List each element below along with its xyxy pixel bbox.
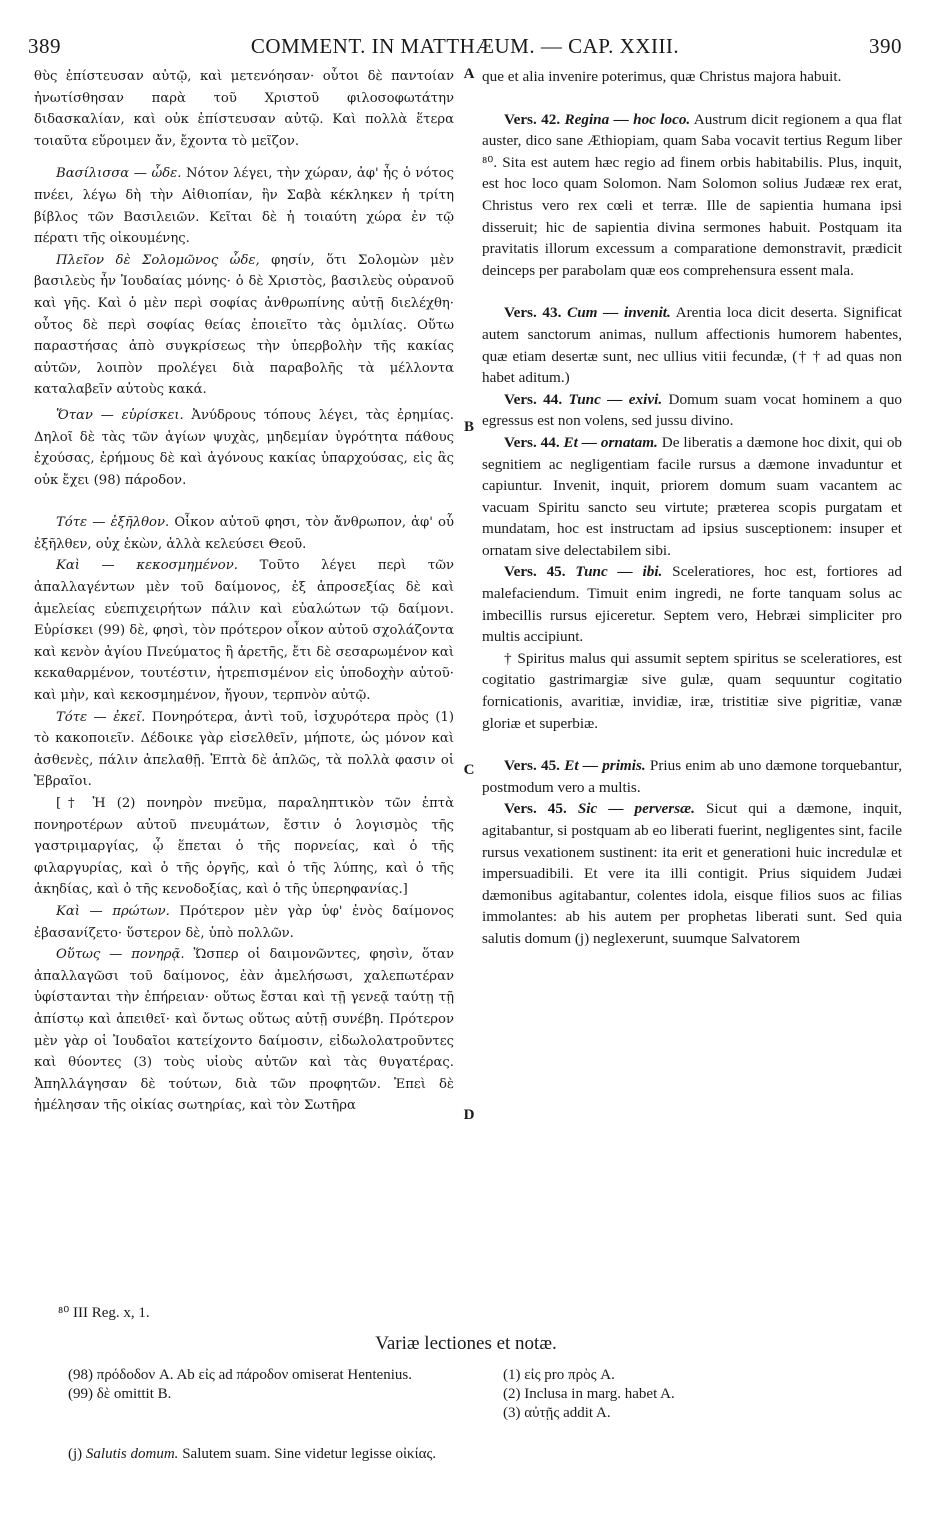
notes-left-column xyxy=(68,1366,458,1404)
margin-marker-d: D xyxy=(463,1107,475,1123)
latin-paragraph: Vers. 45. Et — primis. Prius enim ab uno dæmone torquebantur, postmodum vero a multis. xyxy=(482,757,903,796)
editorial-note xyxy=(68,1446,908,1463)
margin-marker-a: A xyxy=(463,66,475,82)
notes-right-column xyxy=(503,1366,903,1423)
greek-paragraph: Καὶ — κεκοσμημένον. Τοῦτο λέγει περὶ τῶν ἀπαλλαγέντων μὲν τοῦ δαίμονος, ἐξ ἀπροσεξίας δὲ καὶ ἀμελείας εὐεπιχειρήτων πάλιν καὶ εὐαλώτων τῷ δαίμονι. Εὑρίσκει (99) δὲ, φησὶ, τὸν πρότερον οἶκον αὐτοῦ σχολάζοντα καὶ κενὸν ἁγίου Πνεύματος ἢ ἀρετῆς, ἔτι δὲ σεσαρωμένον καὶ κεκαθαρμένον, τουτέστιν, ἡτρεπισμένον εἰς ὑποδοχὴν αὐτοῦ· καὶ μὴν, καὶ κεκοσμημένον, ἤγουν, τερπνὸν αὐτῷ. xyxy=(34,558,454,704)
page-number-right: 390 xyxy=(869,34,902,58)
variant-note: (3) αὐτῇς addit A. xyxy=(503,1405,611,1421)
greek-column xyxy=(34,66,454,1117)
margin-marker-b: B xyxy=(463,419,474,435)
latin-paragraph: que et alia invenire poterimus, quæ Christus majora habuit. xyxy=(482,68,842,85)
editorial-note-label: (j) xyxy=(68,1446,83,1462)
latin-paragraph: † Spiritus malus qui assumit septem spiritus se sceleratiores, est cogitatio gastrimargiæ sive gulæ, quam sequuntur cogitatio fornicationis, avaritiæ, invidiæ, iræ, tristitiæ sive pigritiæ, vanæ gloriæ et superbiæ. xyxy=(482,649,902,732)
footnote: ⁸⁰ III Reg. x, 1. xyxy=(58,1305,150,1321)
greek-paragraph: θὺς ἐπίστευσαν αὐτῷ, καὶ μετενόησαν· οὗτοι δὲ παντοίαν ἠνωτίσθησαν παρὰ τοῦ Χριστοῦ φιλοσοφωτάτην διδασκαλίαν, καὶ οὐκ ἐπίστευσαν αὐτῷ. Καὶ πολλὰ ἕτερα τοιαῦτα εὕροιμεν ἄν, ἔχοντα τὸ μεῖζον. xyxy=(34,69,454,149)
running-title: COMMENT. IN MATTHÆUM. — CAP. XXIII. xyxy=(250,34,680,58)
greek-paragraph: Τότε — ἐξῆλθον. Οἶκον αὐτοῦ φησι, τὸν ἄνθρωπον, ἀφ' οὗ ἐξῆλθεν, οὐχ ἑκὼν, ἀλλὰ κελεύσει Θεοῦ. xyxy=(34,515,454,552)
variant-note: (1) εἰς pro πρὸς A. xyxy=(503,1367,615,1383)
editorial-note-text: Salutem suam. Sine videtur legisse οἰκίας. xyxy=(182,1446,437,1462)
margin-marker-c: C xyxy=(463,762,475,778)
variant-note: (98) πρόδοδον A. Ab εἰς ad πάροδον omiserat Hentenius. xyxy=(68,1367,412,1383)
greek-paragraph: Καὶ — πρώτων. Πρότερον μὲν γὰρ ὑφ' ἑνὸς δαίμονος ἐβασανίζετο· ὕστερον δὲ, ὑπὸ πολλῶν. xyxy=(34,903,454,941)
latin-paragraph: Vers. 45. Tunc — ibi. Sceleratiores, hoc est, fortiores ad malefaciendum. Timuit enim ingredi, ne forte tanquam solus ac imbecillis rursus ejiceretur. Septem vero, Hebræi simpliciter pro multis accipiunt. xyxy=(482,563,903,646)
page-number-left: 389 xyxy=(28,34,61,58)
editorial-note-lemma: Salutis domum. xyxy=(85,1446,179,1462)
greek-paragraph: Ὅταν — εὑρίσκει. Ἀνύδρους τόπους λέγει, τὰς ἐρημίας. Δηλοῖ δὲ τὰς τῶν ἁγίων ψυχὰς, μηδεμίαν ὑγρότητα πάθους ἐχούσας, ἐρήμους δὲ καὶ ἀγόνους κακίας ὑπαρχούσας, εἰς ἃς οὐκ ἔχει (98) πάροδον. xyxy=(34,407,454,488)
latin-paragraph: Vers. 44. Tunc — exivi. Domum suam vocat hominem a quo egressus est non volens, sed jussu divino. xyxy=(482,390,903,430)
latin-paragraph: Vers. 42. Regina — hoc loco. Austrum dicit regionem a qua flat auster, dico sane Æthiopiam, quam Saba vocavit tertius Regum liber ⁸⁰. Sita est autem hæc regio ad finem orbis habitabilis. Plus, inquit, est hoc loco quam Solomon. Nam Solomon solius Judææ rex erat, Christus vero rex cœli et terræ. Ille de sapientia humana ipsi disseruit; hic de sapientia divina sermones habuit. Postquam ita pravitatis illorum excessum a comparatione demonstravit, prædicit deinceps per parabolam quæ eos comprehensura essent mala. xyxy=(482,110,903,279)
greek-paragraph: Τότε — ἐκεῖ. Πονηρότερα, ἀντὶ τοῦ, ἰσχυρότερα πρὸς (1) τὸ κακοποιεῖν. Δέδοικε γὰρ εἰσελθεῖν, μήποτε, ὡς μόνον καὶ ἀσθενὲς, πάλιν ἀπελαθῇ. Ἑπτὰ δὲ ἁπλῶς, τὰ πολλὰ φασιν οἱ Ἑβραῖοι. xyxy=(34,709,454,790)
latin-paragraph: Vers. 44. Et — ornatam. De liberatis a dæmone hoc dixit, qui ob segnitiem ac negligentiam facile rursus a dæmone invaduntur et capiuntur. Invenit, inquit, priorem domum suam vacantem ac vacuam Spiritu sancto seu virtute; præterea scopis purgatam et mundatam, hoc est instructam ad ipsius susceptionem: insuper et ornatam sive delectabilem sibi. xyxy=(482,433,903,559)
running-head xyxy=(28,34,902,64)
greek-paragraph: [† Ἡ (2) πονηρὸν πνεῦμα, παραληπτικὸν τῶν ἑπτὰ πονηροτέρων αὐτοῦ πνευμάτων, ἔστιν ὁ λογισμὸς τῆς γαστριμαργίας, ᾧ ἕπεται ὁ τῆς πορνείας, καὶ ὁ τῆς φιλαργυρίας, καὶ ὁ τῆς ὀργῆς, καὶ ὁ τῆς λύπης, καὶ ὁ τῆς ἀκηδίας, καὶ ὁ τῆς κενοδοξίας, καὶ ὁ τῆς ὑπερηφανίας.] xyxy=(34,796,454,898)
variant-note: (2) Inclusa in marg. habet A. xyxy=(503,1386,675,1402)
variant-note: (99) δὲ omittit B. xyxy=(68,1386,172,1402)
greek-paragraph: Βασίλισσα — ὧδε. Νότον λέγει, τὴν χώραν, ἀφ' ἧς ὁ νότος πνέει, λέγω δὴ τὴν Αἰθιοπίαν, ἣν Σαβὰ κέκληκεν ἡ τρίτη βίβλος τῶν Βασιλειῶν. Κεῖται δὲ ἡ τοιαύτη χώρα ἐν τῷ πέρατι τῆς οἰκουμένης. xyxy=(34,166,454,247)
latin-paragraph: Vers. 43. Cum — invenit. Arentia loca dicit deserta. Significat autem sanctorum animas, nullum affectionis humorem habentes, quæ etiam desertæ sunt, nec ullius vitii fecundæ, († † ad quas non habet aditum.) xyxy=(482,304,902,387)
greek-paragraph: Πλεῖον δὲ Σολομῶνος ὧδε, φησίν, ὅτι Σολομὼν μὲν βασιλεὺς ἦν Ἰουδαίας μόνης· ὁ δὲ Χριστὸς, βασιλεὺς οὐρανοῦ καὶ γῆς. Καὶ ὁ μὲν περὶ σοφίας ἀνθρωπίνης αὐτῇ διελέχθη· οὗτος δὲ περὶ σοφίας θείας ἐποιεῖτο τὰς ὁμιλίας. Οὕτω παραστήσας ἀπὸ συγκρίσεως τὴν ὑπερβολὴν τῆς κακίας αὐτῶν, λοιπὸν προλέγει διὰ παραβολῆς τὰ μέλλοντα καταλαβεῖν αὐτοὺς κακά. xyxy=(34,252,454,398)
greek-paragraph: Οὕτως — πονηρᾷ. Ὥσπερ οἱ δαιμονῶντες, φησὶν, ὅταν ἀπαλλαγῶσι τοῦ δαίμονος, ἐὰν ἀμελήσωσι, χαλεπωτέραν ὑφίστανται τὴν ἐπήρειαν· οὕτως ἔσται καὶ τῇ γενεᾷ ταύτῃ τῇ ἀπίστῳ καὶ ἀπειθεῖ· καὶ ὄντως οὕτως αὐτῇ συνέβη. Πρότερον μὲν γὰρ οἱ Ἰουδαῖοι κατείχοντο δαίμοσιν, εἰδωλολατροῦντες καὶ θύοντες (3) τοὺς υἱοὺς αὐτῶν καὶ τὰς θυγατέρας. Ἀπηλλάγησαν δὲ τούτων, διὰ τῶν προφητῶν. Ἐπεὶ δὲ ἠμέλησαν τῆς οἰκίας σωτηρίας, καὶ τὸν Σωτῆρα xyxy=(34,947,454,1114)
latin-paragraph: Vers. 45. Sic — perversæ. Sicut qui a dæmone, inquit, agitabantur, si postquam ab eo liberati fuerint, negligentes sint, facile rursus vexationem sustinent: ita erit et generationi huic incredulæ et impersuadibili. Et vere ita illi contigit. Prius siquidem Judæi dæmonibus agitabantur, colentes idola, eisque filios suos ac filias immolantes: ab his autem per prophetas liberati sunt. Sed quia salutis domum (j) neglexerunt, suumque Salvatorem xyxy=(482,800,903,947)
latin-column xyxy=(482,66,902,950)
notes-heading: Variæ lectiones et notæ. xyxy=(375,1333,557,1354)
